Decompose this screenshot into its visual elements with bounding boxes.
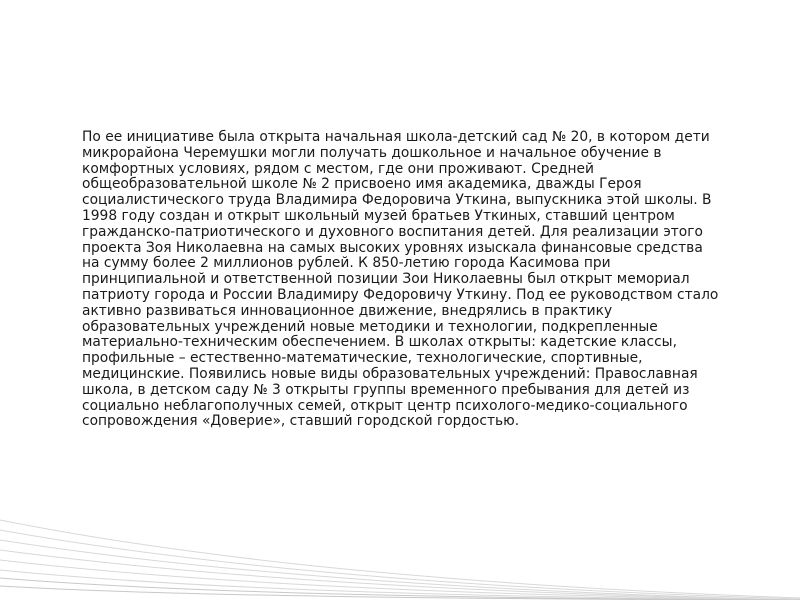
paragraph-line: социально неблагополучных семей, открыт центр психолого-медико-социального [82,397,688,414]
paragraph-line: принципиальной и ответственной позиции Зои Николаевны был открыт мемориал [82,271,690,288]
paragraph-line: школа, в детском саду № 3 открыты группы временного пребывания для детей из [82,381,690,398]
paragraph-line: на сумму более 2 миллионов рублей. К 850-летию города Касимова при [82,255,611,272]
paragraph-line: сопровождения «Доверие», ставший городской гордостью. [82,413,520,430]
decorative-wave-lines [0,490,800,600]
paragraph-line: общеобразовательной школе № 2 присвоено имя академика, дважды Героя [82,176,642,193]
paragraph-line: активно развиваться инновационное движение, внедрялись в практику [82,302,613,319]
paragraph-line: микрорайона Черемушки могли получать дошкольное и начальное обучение в [82,144,662,161]
paragraph-line: патриоту города и России Владимиру Федоровичу Уткину. Под ее руководством стало [82,286,719,303]
paragraph-line: социалистического труда Владимира Федоровича Уткина, выпускника этой школы. В [82,192,712,209]
paragraph-line: гражданско-патриотического и духовного воспитания детей. Для реализации этого [82,223,703,240]
paragraph-line: 1998 году создан и открыт школьный музей братьев Уткиных, ставший центром [82,207,675,224]
paragraph-line: медицинские. Появились новые виды образовательных учреждений: Православная [82,365,698,382]
paragraph-line: образовательных учреждений новые методики и технологии, подкрепленные [82,318,658,335]
paragraph-line: проекта Зоя Николаевна на самых высоких уровнях изыскала финансовые средства [82,239,703,256]
paragraph-line: материально-техническим обеспечением. В школах открыты: кадетские классы, [82,334,677,351]
bullet-icon [60,130,82,131]
paragraph-line: профильные – естественно-математические, технологические, спортивные, [82,350,643,367]
slide-text-body [60,130,760,430]
paragraph-line: По ее инициативе была открыта начальная школа-детский сад № 20, в котором дети [82,129,710,145]
bullet-paragraph [82,130,760,430]
paragraph-line: комфортных условиях, рядом с местом, где они проживают. Средней [82,160,594,177]
bullet-item [60,130,760,430]
